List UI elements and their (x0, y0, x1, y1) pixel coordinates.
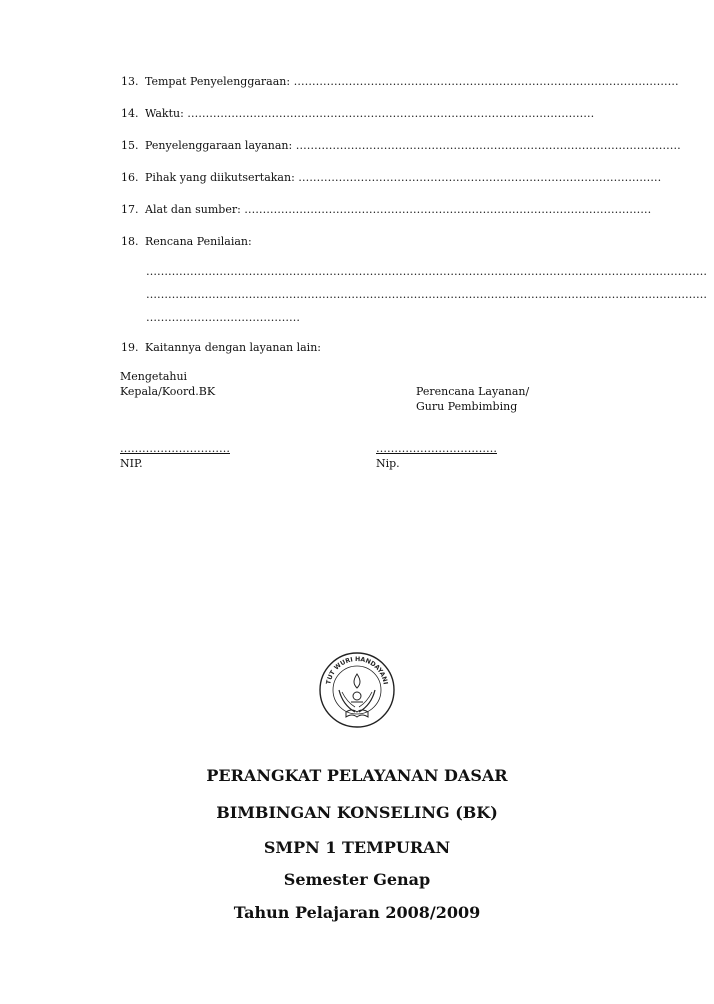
right-signature-block (376, 441, 497, 471)
cover-title-line-5: Tahun Pelajaran 2008/2009 (233, 903, 481, 922)
item-text: Alat dan sumber: ………………………………………………………………………………………………… (145, 203, 652, 216)
svg-text:TUT WURI HANDAYANI: TUT WURI HANDAYANI (325, 655, 389, 685)
form-item-14 (121, 107, 595, 121)
form-item-18 (121, 235, 591, 249)
item-number: 13. (121, 75, 139, 88)
form-item-19 (121, 341, 591, 355)
item-text: Pihak yang diikutsertakan: ……………………………………………………………………………………… (145, 171, 662, 184)
cover-title-line-1: PERANGKAT PELAYANAN DASAR (206, 766, 508, 785)
assessment-line-1: ……………………………………………………………………………………………………………………………………… (146, 265, 707, 278)
cover-title-line-4: Semester Genap (283, 870, 431, 889)
right-nip-label: Nip. (376, 457, 400, 470)
assessment-line-2: ……………………………………………………………………………………………………………………………………… (146, 288, 707, 301)
item-number: 18. (121, 235, 139, 248)
left-signature-block (120, 441, 230, 471)
right-signature-heading (416, 384, 529, 414)
item-number: 16. (121, 171, 139, 184)
item-number: 14. (121, 107, 139, 120)
item-text: Kaitannya dengan layanan lain: (145, 341, 321, 354)
item-number: 19. (121, 341, 139, 354)
left-signature-heading (120, 369, 215, 399)
item-text: Waktu: ………………………………………………………………………………………………… (145, 107, 595, 120)
left-signature-line: ………………………… (120, 442, 230, 455)
right-signature-line: …………………………… (376, 442, 497, 455)
item-number: 17. (121, 203, 139, 216)
kepala-label: Kepala/Koord.BK (120, 385, 216, 398)
item-text: Tempat Penyelenggaraan: …………………………………………………………………………………………… (145, 75, 679, 88)
tut-wuri-handayani-emblem-icon (318, 650, 396, 730)
form-item-17 (121, 203, 652, 217)
mengetahui-label: Mengetahui (120, 370, 188, 383)
form-item-16 (121, 171, 662, 185)
form-item-13 (121, 75, 679, 89)
assessment-line-3: …………………………………… (146, 311, 300, 324)
form-item-15 (121, 139, 681, 153)
item-text: Penyelenggaraan layanan: …………………………………………………………………………………………… (145, 139, 681, 152)
guru-label: Guru Pembimbing (416, 400, 518, 413)
cover-title-line-3: SMPN 1 TEMPURAN (263, 838, 451, 857)
item-text: Rencana Penilaian: (145, 235, 252, 248)
left-nip-label: NIP. (120, 457, 143, 470)
item-number: 15. (121, 139, 139, 152)
perencana-label: Perencana Layanan/ (416, 385, 530, 398)
cover-title-line-2: BIMBINGAN KONSELING (BK) (216, 803, 498, 822)
